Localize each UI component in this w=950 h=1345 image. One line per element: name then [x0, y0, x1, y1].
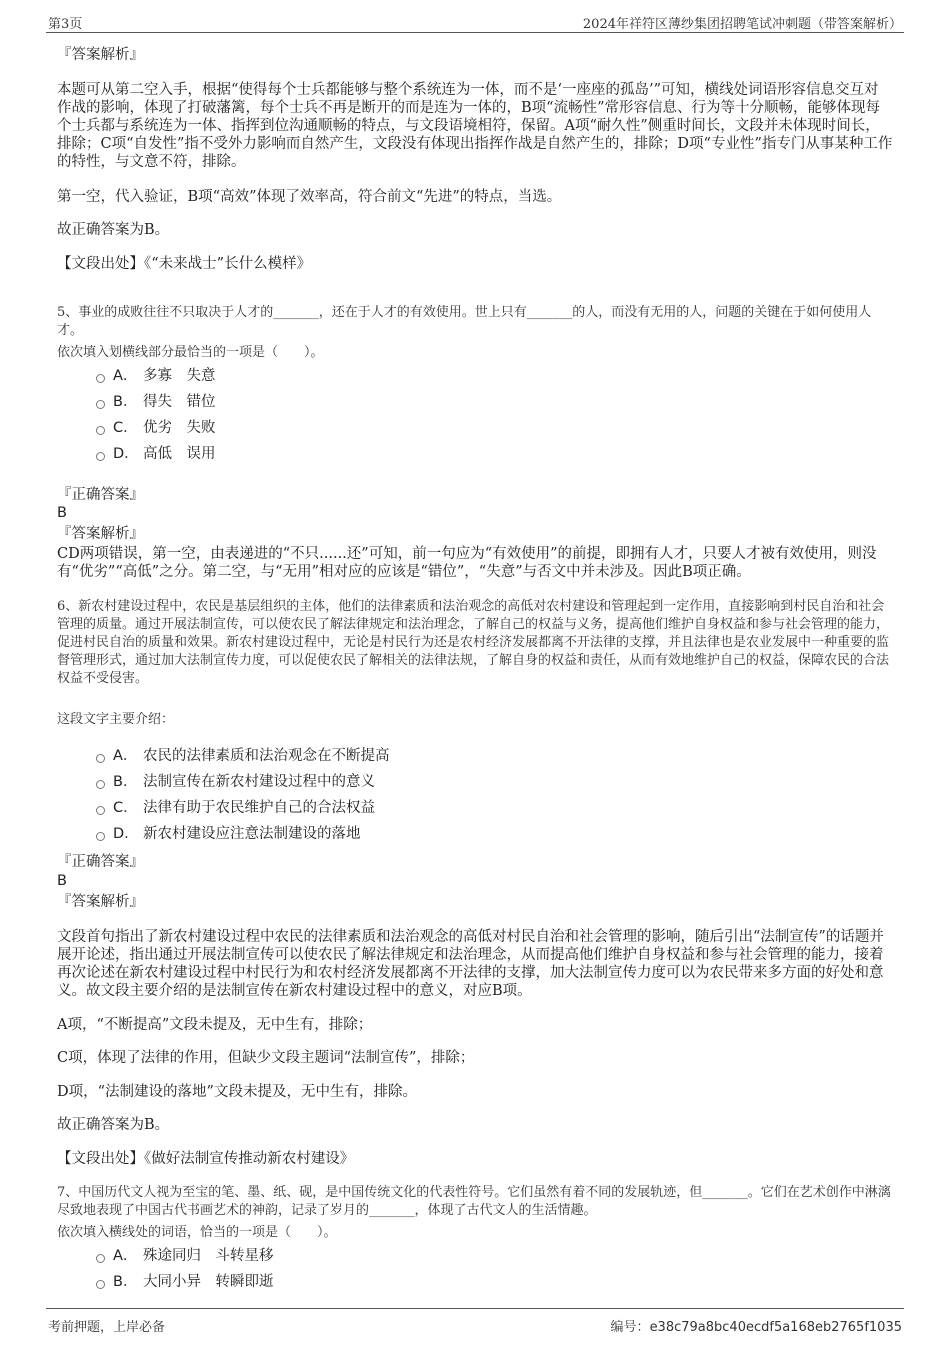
option-letter: C． — [113, 800, 138, 816]
q5-correct-answer: B — [57, 505, 67, 521]
q6-option-b[interactable] — [96, 773, 375, 791]
q5-option-c[interactable] — [96, 419, 216, 437]
document-title: 2024年祥符区薄纱集团招聘笔试冲刺题（带答案解析） — [582, 17, 902, 32]
option-letter: A． — [113, 748, 138, 764]
radio-icon[interactable] — [96, 780, 105, 789]
option-letter: B． — [113, 774, 138, 790]
option-text: 新农村建设应注意法制建设的落地 — [143, 826, 361, 842]
option-text: 法制宣传在新农村建设过程中的意义 — [143, 774, 375, 790]
q6-analysis-p5: 故正确答案为B。 — [57, 1117, 170, 1133]
q6-prompt: 这段文字主要介绍： — [57, 712, 175, 727]
radio-icon[interactable] — [96, 452, 105, 461]
q6-option-c[interactable] — [96, 799, 375, 817]
q6-analysis-p3: C项，体现了法律的作用，但缺少文段主题词“法制宣传”，排除； — [57, 1050, 475, 1066]
q4-analysis-p1: 本题可从第二空入手，根据“使得每个士兵都能够与整个系统连为一体，而不是‘一座座的孤岛’”可知，横线处词语形容信息交互对作战的影响，体现了打破藩篱，每个士兵不再是断开的而是连为一体的，B项“流畅性”常形容信息、行为等十分顺畅，能够体现每个士兵都与系统连为一体、指挥到位沟通顺畅的特点，与文段语境相符，保留。A项“耐久性”侧重时间长，文段并未体现时间长，排除；C项“自发性”指不受外力影响而自然产生，文段没有体现出指挥作战是自然产生的，排除；D项“专业性”指专门从事某种工作的特性，与文意不符，排除。 — [57, 82, 893, 170]
option-text: 大同小异 转瞬即逝 — [143, 1274, 274, 1290]
q6-analysis-label: 『答案解析』 — [57, 894, 144, 910]
radio-icon[interactable] — [96, 832, 105, 841]
radio-icon[interactable] — [96, 806, 105, 815]
radio-icon[interactable] — [96, 1280, 105, 1289]
q6-analysis-p1: 文段首句指出了新农村建设过程中农民的法律素质和法治观念的高低对村民自治和社会管理的影响，随后引出“法制宣传”的话题并展开论述，指出通过开展法制宣传可以使农民了解法律规定和法治理念，从而提高他们维护自身权益和参与社会管理的能力，接着再次论述在新农村建设过程中村民行为和农村经济发展都离不开法律的支撑，加大法制宣传力度可以为农民带来多方面的好处和意义。故文段主要介绍的是法制宣传在新农村建设过程中的意义，对应B项。 — [57, 929, 884, 999]
document-code — [611, 1316, 902, 1335]
q7-prompt: 依次填入横线处的词语，恰当的一项是（ ）。 — [57, 1225, 337, 1240]
page-footer — [46, 1308, 904, 1335]
radio-icon[interactable] — [96, 374, 105, 383]
option-text: 法律有助于农民维护自己的合法权益 — [143, 800, 375, 816]
option-letter: A． — [113, 1248, 138, 1264]
q7-option-a[interactable] — [96, 1247, 274, 1265]
q4-analysis-p2: 第一空，代入验证，B项“高效”体现了效率高，符合前文“先进”的特点，当选。 — [57, 189, 562, 205]
option-letter: D． — [113, 826, 139, 842]
q7-question-text: 7、中国历代文人视为至宝的笔、墨、纸、砚，是中国传统文化的代表性符号。它们虽然有着不同的发展轨迹，但_______。它们在艺术创作中淋漓尽致地表现了中国古代书画艺术的神韵，记录了岁月的_______，体现了古代文人的生活情趣。 — [57, 1185, 891, 1218]
radio-icon[interactable] — [96, 754, 105, 763]
q7-option-b[interactable] — [96, 1273, 274, 1291]
option-letter: A． — [113, 368, 138, 384]
option-text: 殊途同归 斗转星移 — [143, 1248, 274, 1264]
option-text: 高低 误用 — [143, 446, 216, 462]
q6-analysis-p4: D项，“法制建设的落地”文段未提及，无中生有，排除。 — [57, 1084, 417, 1100]
radio-icon[interactable] — [96, 426, 105, 435]
option-text: 优劣 失败 — [143, 420, 216, 436]
q4-analysis-label: 『答案解析』 — [57, 47, 144, 63]
q6-option-a[interactable] — [96, 747, 390, 765]
option-letter: C． — [113, 420, 138, 436]
option-letter: D． — [113, 446, 139, 462]
q5-option-a[interactable] — [96, 367, 216, 385]
q4-source: 【文段出处】《“未来战士”长什么模样》 — [57, 256, 312, 272]
q5-prompt: 依次填入划横线部分最恰当的一项是（ ）。 — [57, 345, 324, 360]
footer-slogan: 考前押题，上岸必备 — [48, 1320, 166, 1335]
q6-source: 【文段出处】《做好法制宣传推动新农村建设》 — [57, 1151, 355, 1167]
q4-analysis-p3: 故正确答案为B。 — [57, 222, 170, 238]
q5-analysis-label: 『答案解析』 — [57, 526, 144, 542]
q6-analysis-p2: A项，“不断提高”文段未提及，无中生有，排除； — [57, 1017, 373, 1033]
option-letter: B． — [113, 1274, 138, 1290]
code-value: e38c79a8bc40ecdf5a168eb2765f1035 — [649, 1320, 902, 1335]
q5-option-d[interactable] — [96, 445, 216, 463]
q5-analysis: CD两项错误，第一空，由表递进的“不只......还”可知，前一句应为“有效使用”的前提，即拥有人才，只要人才被有效使用，则没有“优劣”“高低”之分。第二空，与“无用”相对应的应该是“错位”，“失意”与否文中并未涉及。因此B项正确。 — [57, 546, 877, 580]
option-text: 农民的法律素质和法治观念在不断提高 — [143, 748, 390, 764]
radio-icon[interactable] — [96, 400, 105, 409]
q6-question-text: 6、新农村建设过程中，农民是基层组织的主体，他们的法律素质和法治观念的高低对农村建设和管理起到一定作用，直接影响到村民自治和社会管理的质量。通过开展法制宣传，可以使农民了解法律规定和法治理念，了解自己的权益与义务，提高他们维护自身权益和参与社会管理的能力，促进村民自治的质量和效果。新农村建设过程中，无论是村民行为还是农村经济发展都离不开法律的支撑，并且法律也是农业发展中一种重要的监督管理形式，通过加大法制宣传力度，可以促使农民了解相关的法律法规，了解自身的权益和责任，从而有效地维护自己的权益，保障农民的合法权益不受侵害。 — [57, 599, 890, 686]
option-text: 多寡 失意 — [143, 368, 216, 384]
radio-icon[interactable] — [96, 1254, 105, 1263]
option-letter: B． — [113, 394, 138, 410]
page-number: 第3页 — [48, 17, 83, 32]
q5-option-b[interactable] — [96, 393, 216, 411]
page-header — [46, 10, 904, 33]
q6-correct-label: 『正确答案』 — [57, 854, 144, 870]
option-text: 得失 错位 — [143, 394, 216, 410]
code-label: 编号： — [610, 1320, 650, 1335]
q6-option-d[interactable] — [96, 825, 361, 843]
q5-question-text: 5、事业的成败往往不只取决于人才的_______，还在于人才的有效使用。世上只有_______的人，而没有无用的人，问题的关键在于如何使用人才。 — [57, 305, 872, 338]
q5-correct-label: 『正确答案』 — [57, 487, 144, 503]
q6-correct-answer: B — [57, 873, 67, 889]
